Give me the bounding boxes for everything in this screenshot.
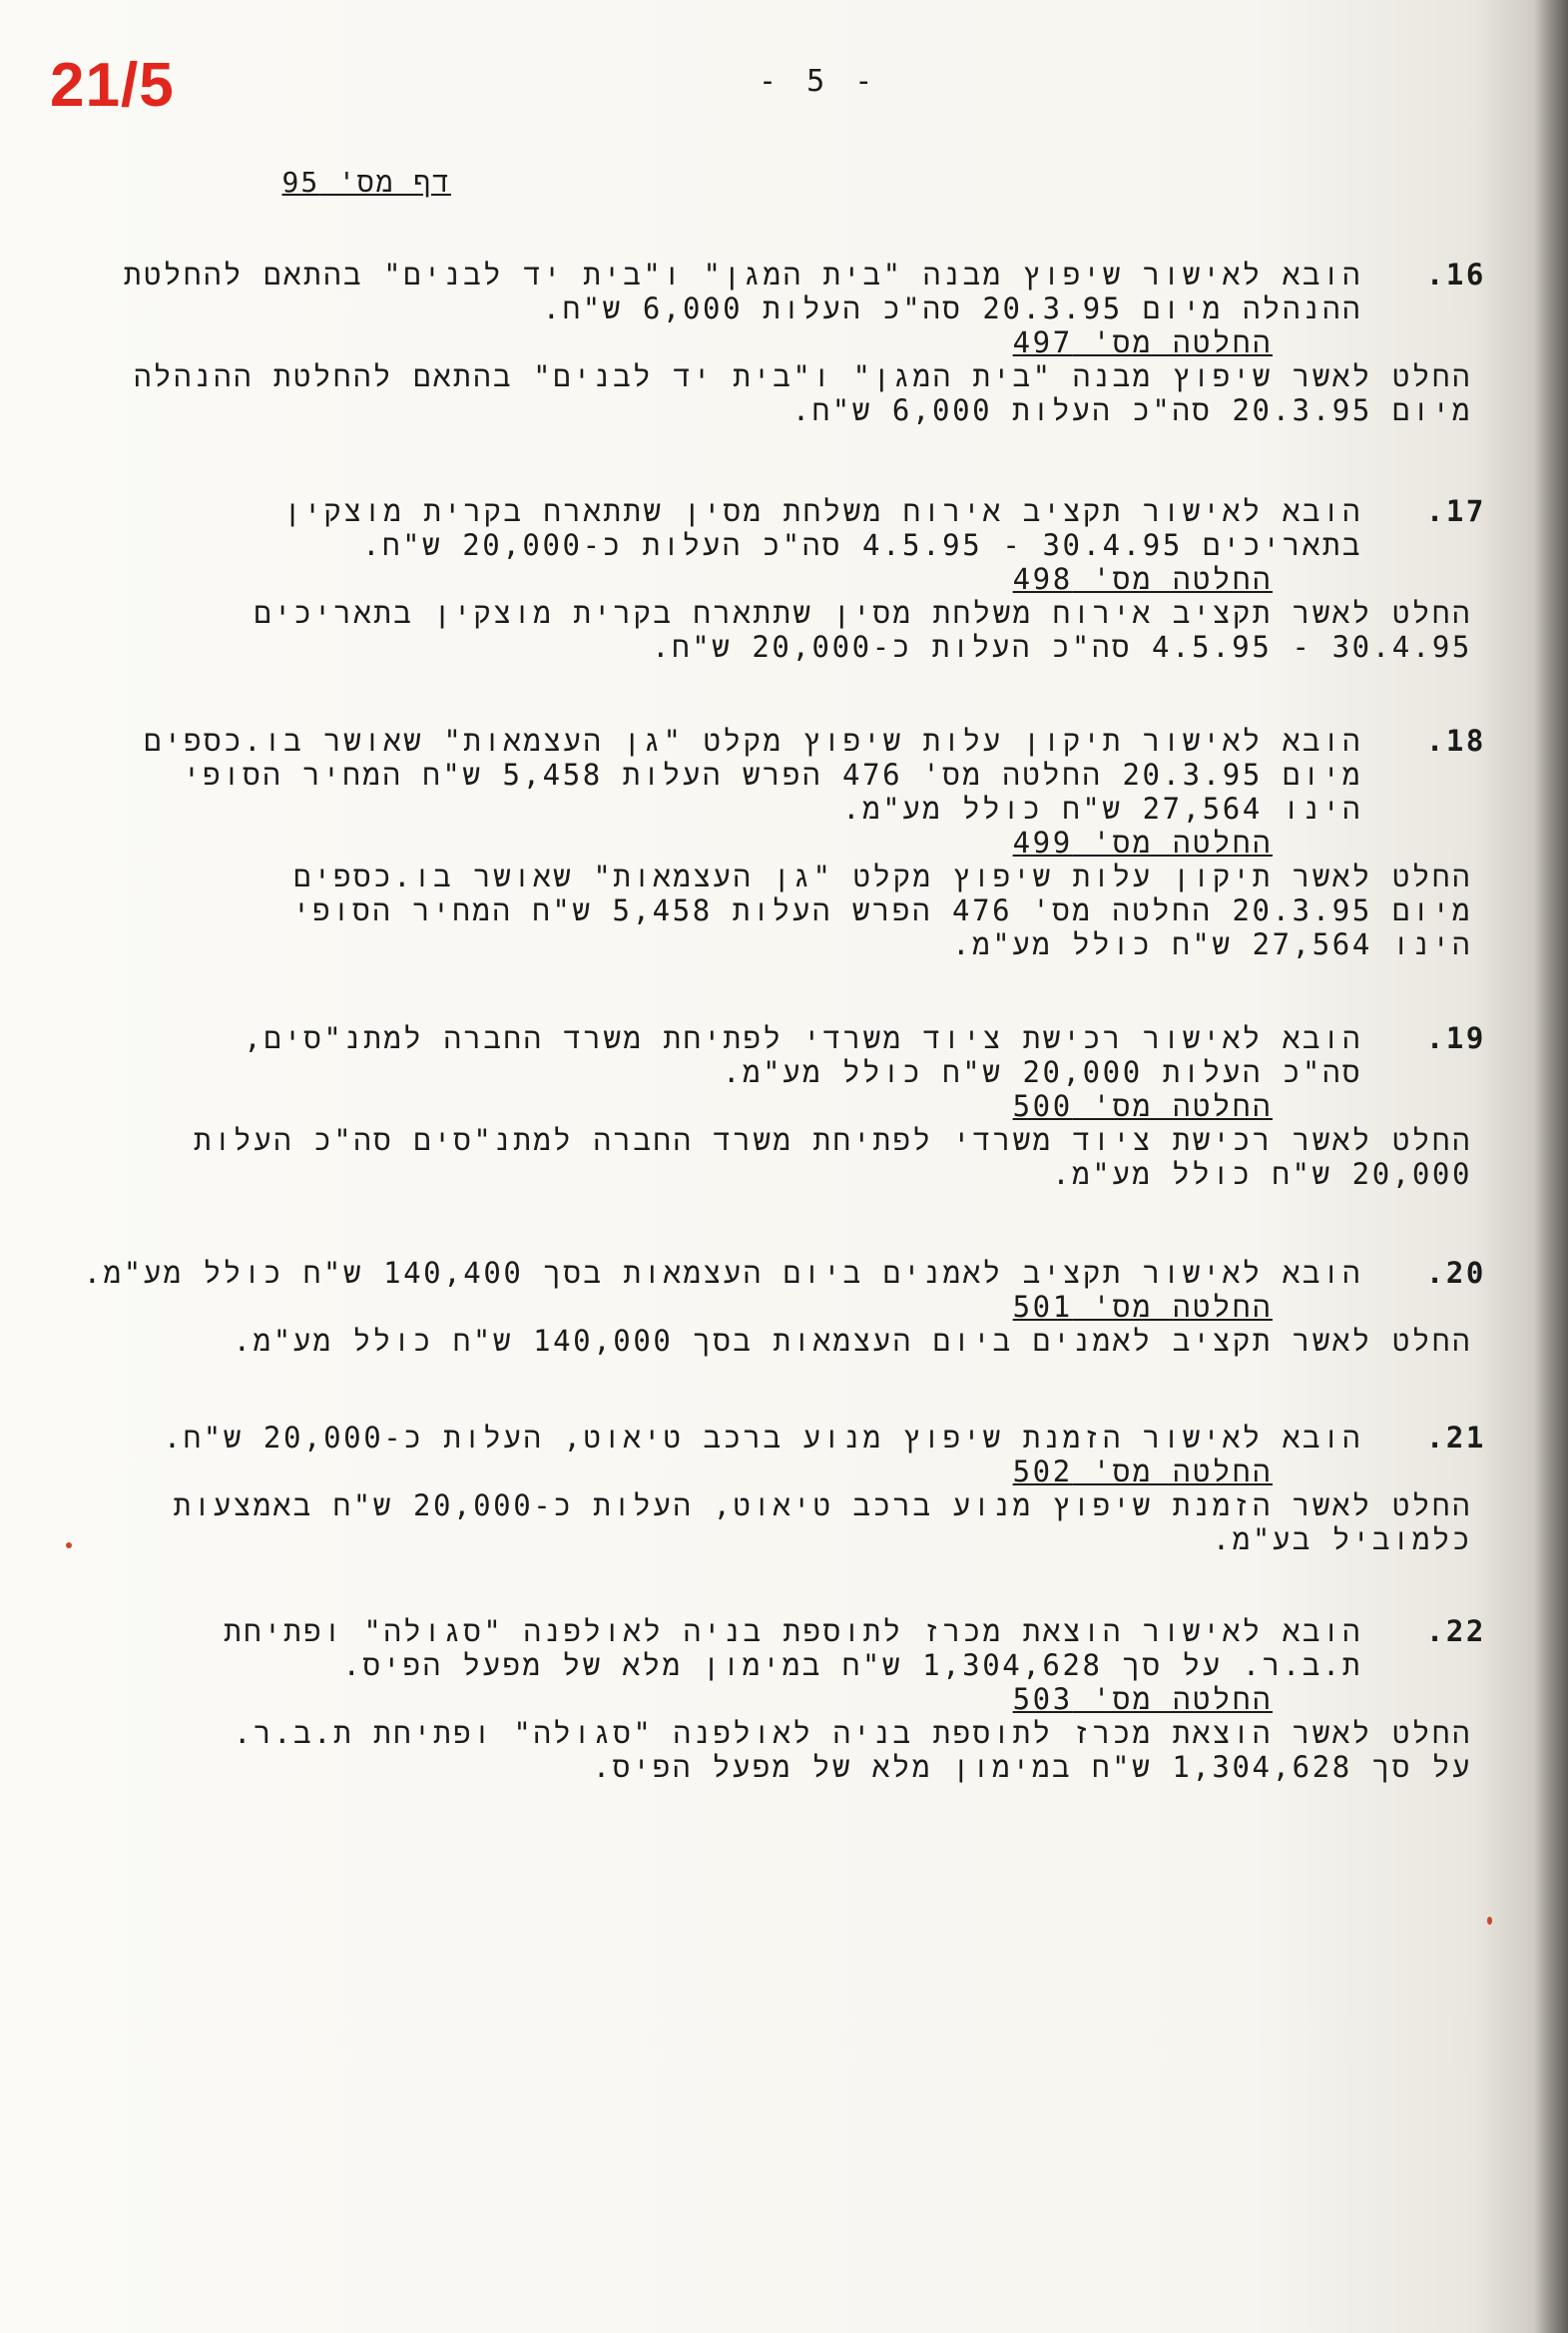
agenda-item — [75, 1021, 1486, 1191]
ink-speck — [66, 1542, 72, 1548]
agenda-item — [75, 1614, 1486, 1784]
item-decision: החלט לאשר שיפוץ מבנה "בית המגן" ו"בית יד לבנים" בהתאם להחלטת ההנהלה מיום 20.3.95 סה"כ העלות 6,000 ש"ח. — [133, 359, 1472, 427]
item-proposal: הובא לאישור שיפוץ מבנה "בית המגן" ו"בית יד לבנים" בהתאם להחלטת ההנהלה מיום 20.3.95 סה"כ העלות 6,000 ש"ח. — [124, 258, 1362, 325]
item-number: .21 — [1425, 1421, 1486, 1455]
item-number: .20 — [1425, 1256, 1486, 1290]
agenda-item — [75, 494, 1486, 664]
item-number: .18 — [1425, 724, 1486, 758]
decision-number: החלטה מס' 502 — [1012, 1455, 1273, 1488]
item-proposal: הובא לאישור רכישת ציוד משרדי לפתיחת משרד החברה למתנ"סים, סה"כ העלות 20,000 ש"ח כולל מע"מ. — [244, 1021, 1362, 1089]
item-decision: החלט לאשר תיקון עלות שיפוץ מקלט "גן העצמאות" שאושר בו.כספים מיום 20.3.95 החלטה מס' 476 הפרש העלות 5,458 ש"ח המחיר הסופי הינו 27,564 ש"ח כולל מע"מ. — [292, 860, 1472, 961]
item-proposal: הובא לאישור תקציב לאמנים ביום העצמאות בסך 140,400 ש"ח כולל מע"מ. — [83, 1256, 1362, 1290]
item-decision: החלט לאשר רכישת ציוד משרדי לפתיחת משרד החברה למתנ"סים סה"כ העלות 20,000 ש"ח כולל מע"מ. — [194, 1123, 1472, 1191]
item-number: .19 — [1425, 1021, 1486, 1055]
agenda-item — [75, 724, 1486, 961]
item-proposal: הובא לאישור תיקון עלות שיפוץ מקלט "גן העצמאות" שאושר בו.כספים מיום 20.3.95 החלטה מס' 476 הפרש העלות 5,458 ש"ח המחיר הסופי הינו 27,564 ש"ח כולל מע"מ. — [144, 724, 1362, 826]
item-proposal: הובא לאישור הזמנת שיפוץ מנוע ברכב טיאוט, העלות כ-20,000 ש"ח. — [163, 1421, 1362, 1455]
decision-number: החלטה מס' 500 — [1012, 1089, 1273, 1123]
item-number: .17 — [1425, 494, 1486, 528]
item-decision: החלט לאשר תקציב אירוח משלחת מסין שתתארח בקרית מוצקין בתאריכים 30.4.95 - 4.5.95 סה"כ העלות כ-20,000 ש"ח. — [254, 596, 1472, 664]
page-number: - 5 - — [759, 64, 879, 99]
ink-speck — [1487, 1917, 1492, 1925]
decision-number: החלטה מס' 499 — [1012, 826, 1273, 860]
decision-number: החלטה מס' 503 — [1012, 1682, 1273, 1716]
item-number: .16 — [1425, 258, 1486, 292]
decision-number: החלטה מס' 501 — [1012, 1290, 1273, 1324]
decision-number: החלטה מס' 497 — [1012, 325, 1273, 359]
page-stamp: 21/5 — [50, 51, 175, 120]
item-decision: החלט לאשר הזמנת שיפוץ מנוע ברכב טיאוט, העלות כ-20,000 ש"ח באמצעות כלמוביל בע"מ. — [173, 1488, 1472, 1556]
agenda-item — [75, 1421, 1486, 1556]
item-proposal: הובא לאישור תקציב אירוח משלחת מסין שתתארח בקרית מוצקין בתאריכים 30.4.95 - 4.5.95 סה"כ העלות כ-20,000 ש"ח. — [283, 494, 1362, 562]
item-decision: החלט לאשר תקציב לאמנים ביום העצמאות בסך 140,000 ש"ח כולל מע"מ. — [233, 1324, 1472, 1358]
decision-number: החלטה מס' 498 — [1012, 562, 1273, 596]
binding-shadow — [1534, 0, 1568, 2333]
sheet-title: דף מס' 95 — [281, 166, 451, 199]
item-proposal: הובא לאישור הוצאת מכרז לתוספת בניה לאולפנה "סגולה" ופתיחת ת.ב.ר. על סך 1,304,628 ש"ח במימון מלא של מפעל הפיס. — [224, 1614, 1362, 1682]
item-number: .22 — [1425, 1614, 1486, 1648]
agenda-item — [55, 1256, 1486, 1358]
agenda-item — [75, 258, 1486, 427]
item-decision: החלט לאשר הוצאת מכרז לתוספת בניה לאולפנה "סגולה" ופתיחת ת.ב.ר. על סך 1,304,628 ש"ח במימון מלא של מפעל הפיס. — [234, 1716, 1472, 1784]
